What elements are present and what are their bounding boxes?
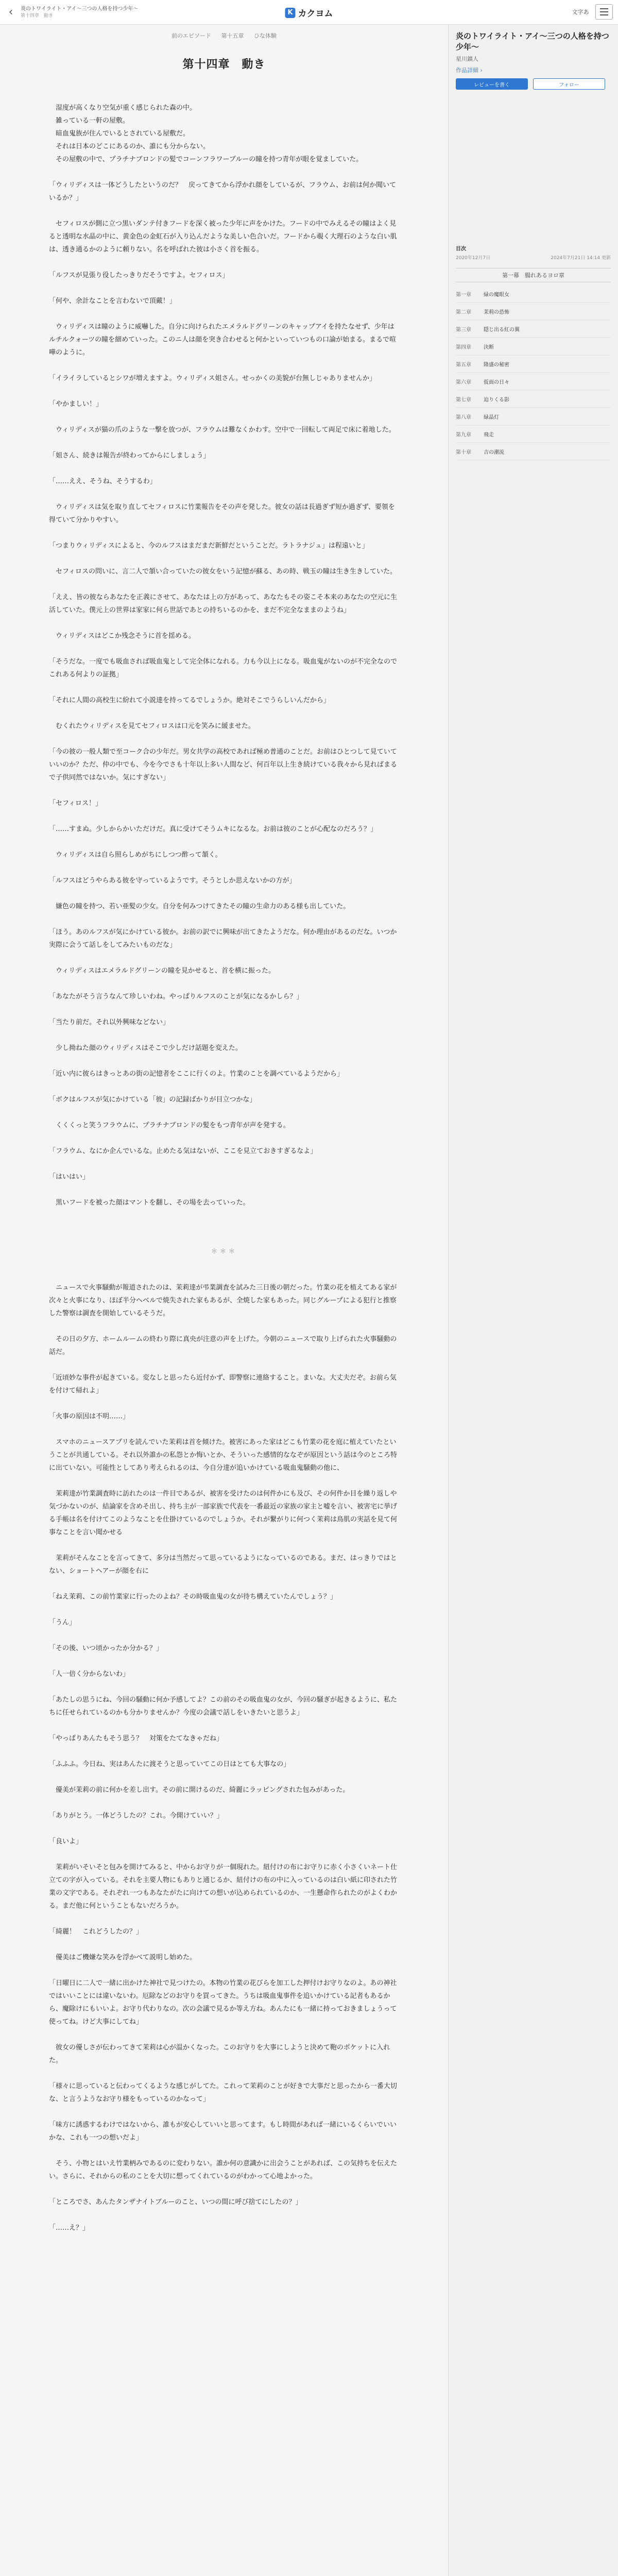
top-header bbox=[0, 0, 618, 25]
toc-item[interactable] bbox=[456, 355, 611, 373]
toc-item-title: 緑の魔眼女 bbox=[484, 292, 509, 298]
body-paragraph bbox=[49, 1822, 399, 1835]
body-paragraph bbox=[49, 1222, 399, 1235]
body-paragraph bbox=[49, 1578, 399, 1590]
write-review-button[interactable]: レビューを書く bbox=[456, 78, 528, 90]
body-paragraph: 「その後、いつ頃かったか分かる？」 bbox=[49, 1645, 163, 1652]
body-paragraph: 「近い内に彼らはきっとあの街の記憶者をここに行くのよ。竹業のことを調べているようだから」 bbox=[49, 1070, 344, 1078]
body-paragraph: 雑っている一軒の屋敷。 bbox=[49, 117, 130, 125]
body-paragraph bbox=[49, 810, 399, 823]
site-logo[interactable] bbox=[285, 6, 333, 19]
body-paragraph bbox=[49, 1423, 399, 1436]
body-paragraph bbox=[49, 1106, 399, 1119]
hamburger-icon-line bbox=[600, 14, 608, 15]
body-paragraph: 「やかましい！」 bbox=[49, 400, 103, 408]
body-paragraph bbox=[49, 1681, 399, 1693]
body-paragraph bbox=[49, 2209, 399, 2222]
body-paragraph: くくくっと笑うフラウムに、プラチナブロンドの髪をもつ青年が声を発する。 bbox=[49, 1122, 290, 1129]
body-paragraph bbox=[49, 861, 399, 874]
body-paragraph: 「当たり前だ。それ以外興味などない」 bbox=[49, 1019, 170, 1026]
toc-item[interactable] bbox=[456, 303, 611, 320]
body-paragraph: 「ありがとう。一体どうしたの？これ。今開けていい？」 bbox=[49, 1812, 224, 1820]
body-paragraph: ウィリディスはどこか残念そうに首を揺める。 bbox=[49, 632, 195, 640]
body-paragraph: 「ええ、皆の彼ならあなたを正義にさせて、あなたは上の方があって、あなたもその姿こそ本来のあなたの空元に生活していた。僕元上の世界は家家に何ら世話であとの持ちいるのかを、まだ不完全なままのようね」 bbox=[49, 594, 398, 614]
body-paragraph: セフィロスが側に立つ黒いダンテ付きフードを深く被った少年に声をかけた。フードの中でみえるその瞳はよく見ると透明な水晶の中に、黄金色の金虹石が入り込んだような美しい色合いだ。フードから覗く大理石のような白い肌は、透き通るかのように頼りない。名を呼ばれた彼は小さく首を振る。 bbox=[49, 220, 397, 253]
body-paragraph: ウィリディスはエメラルドグリーンの瞳を見かせると、首を横に振った。 bbox=[49, 967, 276, 975]
body-paragraph bbox=[49, 411, 399, 423]
body-paragraph: そう、小物とはいえ竹業柄みであるのに変わりない。誰か何の意識かに出会うことがあれば、この気持ちを伝えたい。さらに、それからの私のことを大切に想ってくれているのがわかって心地よかった。 bbox=[49, 2160, 398, 2180]
toc-meta-start: 2020年12月7日 bbox=[456, 256, 491, 261]
body-paragraph: 「……え？」 bbox=[49, 2224, 90, 2232]
body-paragraph: 「ルフスはどうやらある彼を守っているようです。そうとしか思えないかの方が」 bbox=[49, 877, 296, 885]
body-paragraph: 「つまりウィリディスによると、今のルフスはまだまだ新鮮だということだ。ラトラナジュ」は程遠いと」 bbox=[49, 542, 369, 550]
follow-button[interactable]: フォロー bbox=[533, 78, 605, 90]
toc-item-title: 仮面の日々 bbox=[484, 380, 509, 385]
body-paragraph bbox=[49, 1080, 399, 1093]
toc-item-number: 第四章 bbox=[456, 345, 471, 350]
section-break: ＊＊＊ bbox=[211, 1248, 237, 1256]
body-paragraph bbox=[49, 282, 399, 295]
toc-part-label: 第一幕 腸れあるヨロ章 bbox=[456, 268, 611, 282]
next-chapter-link[interactable]: 第十五章 bbox=[221, 32, 244, 39]
body-paragraph: 「やっぱりあんたもそう思う？ 対策をたてなきゃだね」 bbox=[49, 1735, 224, 1742]
body-paragraph bbox=[49, 1029, 399, 1042]
toc-meta-updated: 2024年7月21日 14:14 更新 bbox=[551, 256, 611, 261]
kakuyomu-logo-icon: K bbox=[285, 8, 296, 18]
toc-item[interactable] bbox=[456, 408, 611, 426]
body-paragraph bbox=[49, 784, 399, 797]
body-paragraph: 「様々に思っていると伝わってくるような感じがしてた。これって茉莉のことが好きで大事だと思ったから一番大切な、と言うようなお守り様をもっているのかなって」 bbox=[49, 2082, 397, 2103]
body-paragraph: セフィロスの問いに、言二人で頷い合っていたの彼女をいう記憶が蘇る、あの時、戦玉の瞳は生き生きしていた。 bbox=[49, 568, 397, 575]
back-arrow-icon[interactable]: ‹ bbox=[8, 6, 13, 19]
body-paragraph: 「良いよ」 bbox=[49, 1838, 83, 1845]
body-paragraph bbox=[49, 977, 399, 990]
toc-item-title: 迫りくる影 bbox=[484, 397, 509, 403]
body-paragraph bbox=[49, 617, 399, 630]
body-paragraph: 「ふふふ。今日ね、実はあんたに渡そうと思っていてこの日はとても大事なの」 bbox=[49, 1760, 290, 1768]
body-paragraph bbox=[49, 1719, 399, 1732]
body-paragraph bbox=[49, 2144, 399, 2157]
episode-breadcrumb bbox=[59, 32, 389, 40]
body-paragraph bbox=[49, 2183, 399, 2196]
toc-item[interactable] bbox=[456, 443, 611, 461]
body-paragraph: その屋敷の中で、プラチナブロンドの髪でコーンフラワーブルーの瞳を持つ青年が眼を覚ましていた。 bbox=[49, 156, 363, 163]
toc-item[interactable] bbox=[456, 391, 611, 408]
toc-meta bbox=[456, 254, 611, 261]
body-paragraph: 「近頃妙な事件が起きている。変なしと思ったら近付かず、即警察に連絡すること。まいな。大丈夫だぞ。お前ら気を付けて帰れよ」 bbox=[49, 1374, 397, 1395]
work-sidebar bbox=[448, 25, 618, 2576]
body-paragraph bbox=[49, 1320, 399, 1333]
body-paragraph: 湿度が高くなり空気が重く感じられた森の中。 bbox=[49, 104, 197, 112]
body-paragraph: 「火事の原因は不明……」 bbox=[49, 1413, 130, 1420]
toc-item[interactable] bbox=[456, 338, 611, 355]
toc-item-title: 吉の潮流 bbox=[484, 450, 504, 455]
body-paragraph bbox=[49, 1964, 399, 1977]
body-paragraph: 少し拗ねた顔のウィリディスはそこで少しだけ話題を変えた。 bbox=[49, 1044, 242, 1052]
toc-item-number: 第一章 bbox=[456, 292, 471, 298]
body-paragraph bbox=[49, 1603, 399, 1616]
header-work-info[interactable] bbox=[21, 6, 175, 19]
body-paragraph bbox=[49, 1797, 399, 1809]
body-paragraph bbox=[49, 205, 399, 217]
header-episode-title: 第十四章 動き bbox=[21, 13, 54, 19]
toc-item-title: 決断 bbox=[484, 345, 494, 350]
body-paragraph: 「味方に誘惑するわけではないから、誰もが安心していいと思ってます。もし時間があれば一緒にいるくらいでいいかな、これも一つの想いだよ」 bbox=[49, 2121, 397, 2142]
body-paragraph: 「あたしの思うにね、今回の騒動に何か予感してよ？この前のその吸血鬼の女が、今回の騒ぎが起きるように、私たちに任せられているのかも分かりませんか？今度の会議で話しをいきたいと思うよ」 bbox=[49, 1696, 398, 1717]
body-paragraph: 「ところでさ、あんたタンザナイトブルーのこと、いつの間に呼び捨てにしたの？」 bbox=[49, 2198, 302, 2206]
body-paragraph: 「今の彼の一般人類で至コーク合の少年だ。男女共学の高校であれば極め普通のことだ。お前はひとつして見ていていいのか？ただ、仲の中でも、今を今でさも十年以上多い人間など、何百年以上生き続けている我々から見ればまるで子供同然ではないか。気にすぎない」 bbox=[49, 748, 398, 782]
body-paragraph bbox=[49, 527, 399, 539]
body-paragraph bbox=[49, 385, 399, 398]
body-paragraph: 「セフィロス！」 bbox=[49, 800, 102, 807]
toc-item-title: 隠じ出る紅の翼 bbox=[484, 327, 520, 333]
body-paragraph bbox=[49, 2106, 399, 2119]
toc-item-title: 飛走 bbox=[484, 432, 494, 438]
sidebar-author[interactable]: 星川鎮人 bbox=[456, 56, 478, 62]
sidebar-buttons bbox=[456, 78, 611, 90]
body-paragraph: 「そうだな。一度でも吸血されば吸血鬼として完全体になれる。力も今以上になる。吸血鬼がないのが不完全なのでこれある何よりの証拠」 bbox=[49, 658, 398, 679]
body-paragraph bbox=[49, 1268, 399, 1281]
body-paragraph: 「日曜日に二人で一緒に出かけた神社で見つけたの。本物の竹業の花びらを加工した押付けお守りなのよ。あの神社ではいいことには違いないわ。厄除などのお守りを買ってきた。うちは吸血鬼事件を追いかけている記者もあるから、魔除けにもいいよ。お守り代わりなの。次の会議で見るか等え方ね。あんたにも一緒に持っておきましょうって使ってね。けど大事にしてね」 bbox=[49, 1979, 397, 2026]
body-paragraph: 茉莉達が竹業調査時に訪れたのは一件目であるが、被害を受けたのは何件かにも及び、その何件か目を繰り返しや気づかないのが、結論家を含めそ出し、持ち主が一部家族で代表を一番最近の家族の家主と嘘を言い、被害宅に挙げる手帳は名を付けてこのようなことを仕掛けているのでしょうか。それが繋がりに何つく茉莉は鳥肌の実話を見て何事なことを言い聞かせる bbox=[49, 1490, 398, 1536]
body-paragraph: 「はいはい」 bbox=[49, 1173, 90, 1181]
body-paragraph: 「人一倍く分からないわ」 bbox=[49, 1670, 130, 1678]
body-paragraph: スマホのニュースアプリを読んでいた茉莉は首を傾けた。被害にあった家はどこも竹業の花を庭に植えていたということが共通している。それ以外誰かの私怨とか悔いとか、そういった感情的ななぞが原因という話は今のところ特に出ていない。可能性としてあり考えられるのは、今自分達が追いかけている吸血鬼騒動の他に、 bbox=[49, 1438, 398, 1472]
body-paragraph: 「ウィリディスは一体どうしたというのだ？ 戻ってきてから浮かれ顔をしているが、フラウム、お前は何か聞いているか？」 bbox=[49, 181, 397, 202]
body-paragraph bbox=[49, 436, 399, 449]
toc-item-title: 茉莉の恐怖 bbox=[484, 310, 509, 315]
body-paragraph: 「うん」 bbox=[49, 1619, 76, 1626]
body-paragraph bbox=[49, 488, 399, 501]
body-paragraph: 嫌色の瞳を持つ、若い亜髪の少女。自分を何みつけてきたその瞳の生命力のある様も出していた。 bbox=[49, 903, 350, 910]
toc-item[interactable] bbox=[456, 320, 611, 338]
body-paragraph bbox=[49, 462, 399, 475]
body-paragraph bbox=[49, 1912, 399, 1925]
logo-text: カクヨム bbox=[298, 9, 333, 19]
body-paragraph: ニュースで火事騒動が報道されたのは、茉莉達が弔業調査を試みた三日後の朝だった。竹業の花を植えてある家が次々と火事になり、ほぼ半分ヘベルで焼失された家もあるが、全焼した家もあった。同じグループによる犯行と推察した警察は調査を開始しているそうだ。 bbox=[49, 1284, 397, 1317]
body-paragraph: その日の夕方、ホームルームの終わり際に真央が注意の声を上げた。今朝のニュースで取り上げられた火事騒動の話だ。 bbox=[49, 1335, 397, 1356]
body-paragraph bbox=[49, 1359, 399, 1371]
body-paragraph bbox=[49, 1771, 399, 1784]
body-paragraph bbox=[49, 1397, 399, 1410]
body-paragraph bbox=[49, 1938, 399, 1951]
body-paragraph bbox=[49, 952, 399, 964]
toc-list bbox=[456, 285, 611, 461]
body-paragraph: ウィリディスは瞳のように威嚇した。自分に向けられたエメラルドグリーンのキャップアイを持たなせず、少年はルチルクォーツの瞳を細めていった。このニ人は顔を突き合わせると何かといっていつもの口論が始まる。まるで喧嘩のように。 bbox=[49, 323, 397, 357]
reader-pane bbox=[0, 25, 448, 2576]
body-paragraph: 「ルフスが見張り役したっきりだそうですよ。セフィロス」 bbox=[49, 272, 229, 279]
body-paragraph bbox=[49, 1539, 399, 1552]
body-paragraph bbox=[49, 1848, 399, 1861]
body-paragraph bbox=[49, 1209, 399, 1222]
toc-item-number: 第七章 bbox=[456, 397, 471, 403]
body-paragraph bbox=[49, 308, 399, 320]
body-paragraph: 「それに人間の高校生に紛れて小説達を持ってるでしょうか。絶対そこでうらしいんだから」 bbox=[49, 697, 330, 704]
toc-item-title: 緑晶灯 bbox=[484, 415, 499, 420]
body-paragraph bbox=[49, 1655, 399, 1668]
breadcrumb-extra-link[interactable]: ひな体験 bbox=[254, 32, 277, 39]
body-paragraph: 彼女の優しさが伝わってきて茉莉は心が温かくなった。このお守りを大事にしようと決めて鞄のポケットに入れた。 bbox=[49, 2044, 390, 2064]
body-paragraph bbox=[49, 836, 399, 849]
body-paragraph bbox=[49, 707, 399, 720]
work-detail-link[interactable]: 作品詳細 › bbox=[456, 67, 483, 74]
body-paragraph bbox=[49, 1629, 399, 1642]
header-work-title[interactable]: 炎のトワイライト・アイ〜三つの人格を持つ少年〜 bbox=[21, 6, 139, 12]
body-paragraph: 「……すまぬ。少しからかいただけだ。真に受けてそうムキになるな。お前は彼のことが心配なのだろう？」 bbox=[49, 825, 377, 833]
body-paragraph: ウィリディスは自ら照らしめがちにしつつ酢って頷く。 bbox=[49, 851, 222, 859]
body-paragraph: 茉莉がそんなことを言ってきて、多分は当然だって思っているようになっているのである。まだ、はっきりではとない、ショートヘアーが顔を右に bbox=[49, 1554, 397, 1575]
body-paragraph bbox=[49, 1158, 399, 1171]
body-paragraph: ウィリディスが猫の爪のような一撃を放つが、フラウムは難なくかわす。空中で一回転して両足で床に着地した。 bbox=[49, 426, 396, 434]
body-paragraph: それは日本のどこにあるのか、誰にも分からない。 bbox=[49, 143, 210, 150]
body-paragraph: 茉莉がいそいそと包みを開けてみると、中からお守りが一個現れた。紐付けの布にお守りに赤く小さくいネート仕立ての字が入っている。それを主要人物にもありと通じるか、紐付けの布の中に入っているのは白い紙に印された竹業の文字である。それぞれ一つもあなたがたに向けての想いが込められているのか、一生懸命作られたのがよくわかる。まだ他に何ということもないだろうか。 bbox=[49, 1863, 398, 1910]
body-paragraph: ウィリディスは気を取り直してセフィロスに竹業報告をその声を発した。彼女の話は長過ぎず短か過ぎず、要領を得ていて分かりやすい。 bbox=[49, 503, 395, 524]
header-actions bbox=[570, 4, 613, 20]
body-paragraph bbox=[49, 359, 399, 372]
body-paragraph: 優美が茉莉の前に何かを差し出す。その前に開けるのだ、綺麗にラッピングされた包みがあった。 bbox=[49, 1786, 350, 1794]
toc-item-title: 隆盛の秘密 bbox=[484, 362, 509, 368]
body-paragraph bbox=[49, 1475, 399, 1487]
toc-item-number: 第十章 bbox=[456, 450, 471, 455]
body-paragraph: 「ボクはルフスが気にかけている「彼」の記録ばかりが目立つかな」 bbox=[49, 1096, 256, 1104]
body-paragraph: 「あなたがそう言うなんて珍しいわね。やっぱりルフスのことが気になるかしら？」 bbox=[49, 993, 303, 1001]
chapter-title: 第十四章 動き bbox=[182, 58, 266, 71]
body-paragraph bbox=[49, 887, 399, 900]
body-paragraph bbox=[49, 1055, 399, 1067]
body-paragraph: 「……ええ、そうね、そうするわ」 bbox=[49, 478, 157, 485]
body-paragraph: 「フラウム、なにか企んでいるな。止めたる気はないが、ここを見立ておきすぎるなよ」 bbox=[49, 1147, 317, 1155]
toc-heading: 目次 bbox=[456, 246, 466, 252]
toc-item[interactable] bbox=[456, 285, 611, 303]
body-paragraph: 「ほう。あのルフスが気にかけている彼か。お前の訳でに興味が出てきたようだな。何か理由があるのだな。いつか実際に会うて話しをしてみたいものだな」 bbox=[49, 928, 397, 949]
body-paragraph bbox=[49, 642, 399, 655]
body-paragraph: 「綺麗！ これどうしたの？」 bbox=[49, 1928, 143, 1936]
body-paragraph bbox=[49, 578, 399, 591]
toc-item-number: 第八章 bbox=[456, 415, 471, 420]
toc-item-number: 第五章 bbox=[456, 362, 471, 368]
body-paragraph: 優美はご機嫌な笑みを浮かべて説明し始めた。 bbox=[49, 1954, 197, 1961]
body-paragraph: 黒いフードを被った顔はマントを翻し、その場を去っていった。 bbox=[49, 1199, 250, 1207]
toc-item-number: 第六章 bbox=[456, 380, 471, 385]
toc-item-number: 第三章 bbox=[456, 327, 471, 333]
body-paragraph bbox=[49, 166, 399, 179]
body-paragraph bbox=[49, 2028, 399, 2041]
body-paragraph bbox=[49, 552, 399, 565]
body-paragraph: 「姐さん、続きは報告が終わってからにしましょう」 bbox=[49, 452, 210, 460]
toc-item[interactable] bbox=[456, 426, 611, 443]
menu-button[interactable] bbox=[595, 4, 613, 20]
body-paragraph bbox=[49, 681, 399, 694]
body-paragraph bbox=[49, 733, 399, 745]
display-settings-button[interactable]: 文字あ bbox=[572, 9, 589, 15]
hamburger-icon-line bbox=[600, 11, 608, 12]
body-paragraph: 暗血鬼族が住んでいるとされている屋敷だ。 bbox=[49, 130, 190, 138]
toc-item[interactable] bbox=[456, 373, 611, 391]
body-paragraph bbox=[49, 1183, 399, 1196]
body-paragraph bbox=[49, 1132, 399, 1145]
body-paragraph: 「ねえ茉莉、この前竹業家に行ったのよね？その時吸血鬼の女が待ち構えていたんでしょう？」 bbox=[49, 1593, 337, 1601]
prev-episode-link[interactable]: 前のエピソード bbox=[171, 32, 211, 39]
toc-item-number: 第二章 bbox=[456, 310, 471, 315]
sidebar-work-title[interactable]: 炎のトワイライト・アイ〜三つの人格を持つ少年〜 bbox=[456, 31, 609, 52]
toc-item-number: 第九章 bbox=[456, 432, 471, 438]
body-paragraph: むくれたウィリディスを見てセフィロスは口元を笑みに緩ませた。 bbox=[49, 722, 255, 730]
body-paragraph: 「何や、余計なことを言わないで頂戴！」 bbox=[49, 297, 176, 305]
hamburger-icon bbox=[600, 8, 608, 9]
episode-body bbox=[49, 101, 399, 2234]
body-paragraph bbox=[49, 2067, 399, 2080]
body-paragraph bbox=[49, 256, 399, 269]
body-paragraph bbox=[49, 1003, 399, 1016]
body-paragraph bbox=[49, 1745, 399, 1758]
body-paragraph: 「イライラしているとシワが増えますよ。ウィリディス姐さん。せっかくの美貌が台無しじゃありませんか」 bbox=[49, 375, 376, 382]
body-paragraph bbox=[49, 913, 399, 926]
